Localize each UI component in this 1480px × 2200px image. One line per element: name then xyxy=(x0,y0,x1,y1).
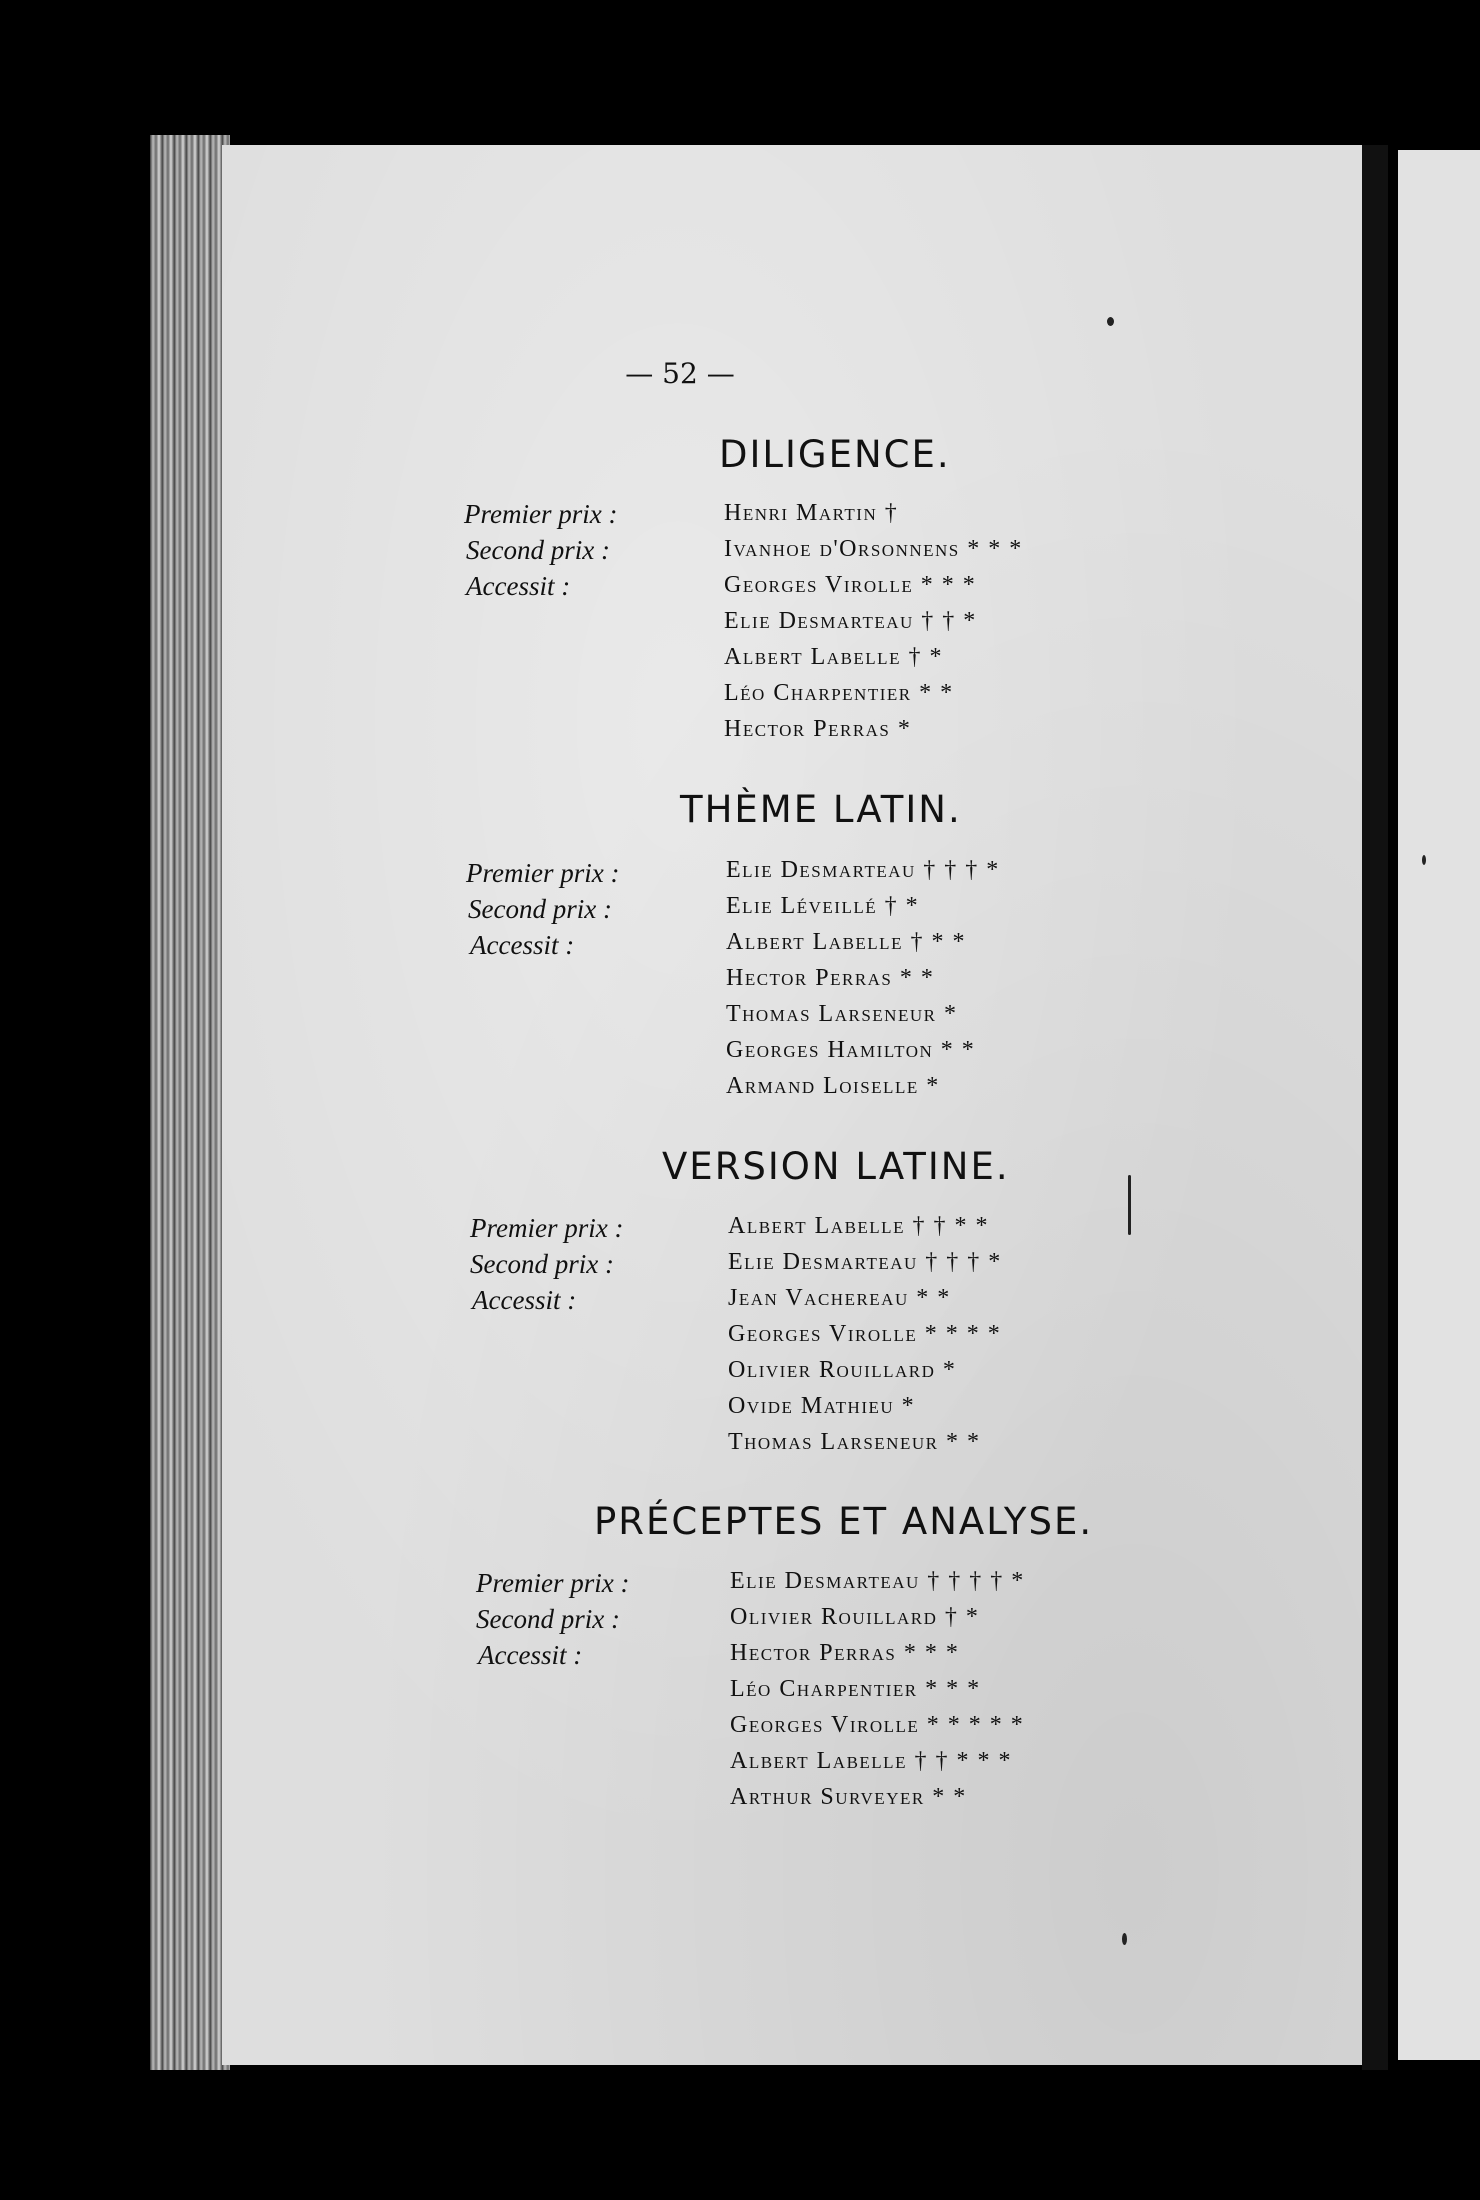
list-item: Thomas Larseneur * * xyxy=(728,1429,981,1455)
book-page xyxy=(222,145,1362,2065)
adjacent-page xyxy=(1398,150,1480,2060)
scan-speck xyxy=(1122,1933,1127,1945)
list-item: Georges Virolle * * * xyxy=(724,572,977,598)
list-item: Léo Charpentier * * xyxy=(724,680,954,706)
list-item: Olivier Rouillard † * xyxy=(730,1604,980,1630)
list-item: Ovide Mathieu * xyxy=(728,1393,916,1419)
list-item: Hector Perras * xyxy=(724,716,912,742)
list-item: Georges Hamilton * * xyxy=(726,1037,976,1063)
scan-speck xyxy=(1128,1175,1131,1235)
list-item: Georges Virolle * * * * xyxy=(728,1321,1002,1347)
gutter-shadow xyxy=(1362,145,1388,2070)
page-number: — 52 — xyxy=(625,357,735,390)
label-accessit: Accessit : xyxy=(478,1640,583,1670)
list-item: Ivanhoe d'Orsonnens * * * xyxy=(724,536,1023,562)
section-title-preceptes-et-analyse: PRÉCEPTES ET ANALYSE. xyxy=(594,1500,1094,1543)
list-item: Albert Labelle † * xyxy=(724,644,943,670)
label-premier-prix: Premier prix : xyxy=(470,1213,624,1243)
label-premier-prix: Premier prix : xyxy=(476,1568,630,1598)
list-item: Jean Vachereau * * xyxy=(728,1285,951,1311)
section-title-theme-latin: THÈME LATIN. xyxy=(680,788,962,831)
label-accessit: Accessit : xyxy=(470,930,575,960)
list-item: Elie Léveillé † * xyxy=(726,893,920,919)
section-title-diligence: DILIGENCE. xyxy=(719,433,951,476)
label-premier-prix: Premier prix : xyxy=(466,858,620,888)
scan-speck xyxy=(1107,317,1114,326)
list-item: Georges Virolle * * * * * xyxy=(730,1712,1025,1738)
section-title-version-latine: VERSION LATINE. xyxy=(662,1145,1010,1188)
list-item: Léo Charpentier * * * xyxy=(730,1676,981,1702)
list-item: Henri Martin † xyxy=(724,500,899,526)
scan-speck xyxy=(1422,855,1426,865)
list-item: Arthur Surveyer * * xyxy=(730,1784,967,1810)
list-item: Hector Perras * * xyxy=(726,965,935,991)
label-second-prix: Second prix : xyxy=(476,1604,620,1634)
list-item: Elie Desmarteau † † † † * xyxy=(730,1568,1025,1594)
label-premier-prix: Premier prix : xyxy=(464,499,618,529)
label-accessit: Accessit : xyxy=(472,1285,577,1315)
list-item: Albert Labelle † * * xyxy=(726,929,966,955)
list-item: Elie Desmarteau † † † * xyxy=(726,857,1000,883)
page-block-edge xyxy=(150,135,230,2070)
list-item: Thomas Larseneur * xyxy=(726,1001,958,1027)
list-item: Albert Labelle † † * * * xyxy=(730,1748,1012,1774)
label-second-prix: Second prix : xyxy=(470,1249,614,1279)
list-item: Albert Labelle † † * * xyxy=(728,1213,989,1239)
list-item: Elie Desmarteau † † † * xyxy=(728,1249,1002,1275)
label-accessit: Accessit : xyxy=(466,571,571,601)
list-item: Elie Desmarteau † † * xyxy=(724,608,977,634)
label-second-prix: Second prix : xyxy=(468,894,612,924)
label-second-prix: Second prix : xyxy=(466,535,610,565)
list-item: Armand Loiselle * xyxy=(726,1073,940,1099)
list-item: Hector Perras * * * xyxy=(730,1640,960,1666)
list-item: Olivier Rouillard * xyxy=(728,1357,957,1383)
